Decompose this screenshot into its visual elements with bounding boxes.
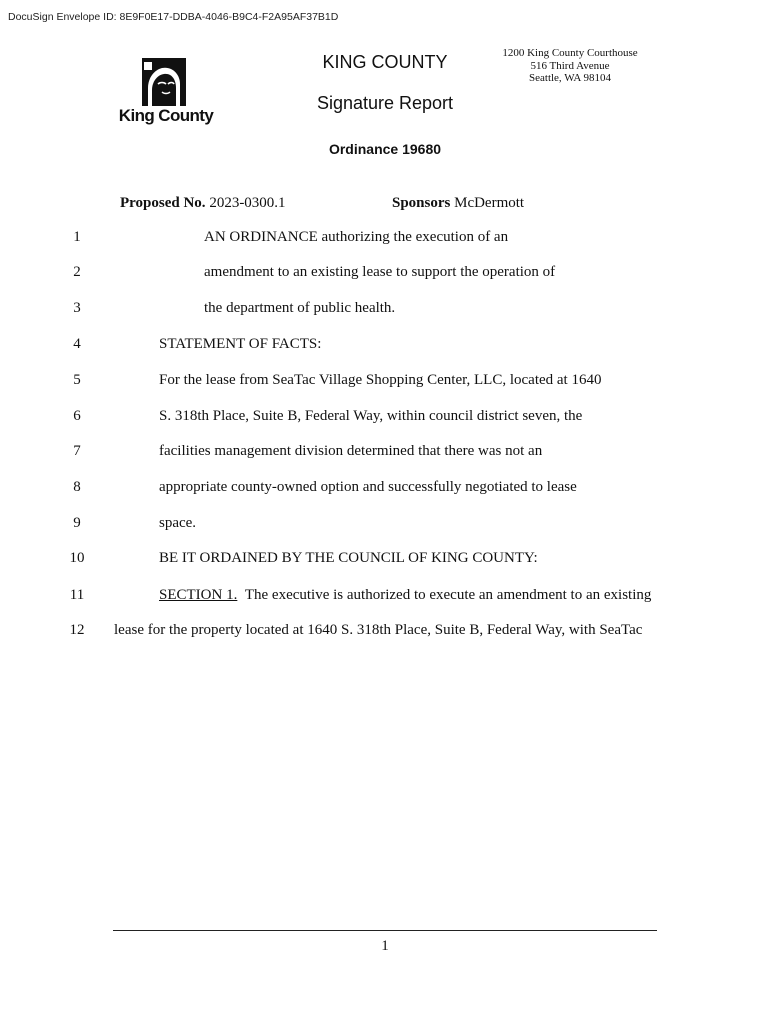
line-text: S. 318th Place, Suite B, Federal Way, within council district seven, the bbox=[159, 408, 583, 424]
line-number: 12 bbox=[69, 622, 85, 638]
sponsors-value: McDermott bbox=[454, 195, 525, 211]
footer-divider bbox=[113, 930, 657, 931]
line-number: 1 bbox=[73, 229, 81, 245]
ordinance-number: Ordinance 19680 bbox=[328, 141, 442, 157]
section-text: The executive is authorized to execute an amendment to an existing bbox=[244, 587, 652, 603]
numbered-line bbox=[0, 515, 770, 535]
proposed-label: Proposed No. bbox=[120, 195, 206, 211]
king-county-logo-text: King County bbox=[118, 106, 214, 125]
address-line-3: Seattle, WA 98104 bbox=[529, 72, 611, 84]
line-text: lease for the property located at 1640 S. 318th Place, Suite B, Federal Way, with SeaTac bbox=[114, 622, 643, 638]
line-number: 9 bbox=[73, 515, 81, 531]
line-text: the department of public health. bbox=[204, 300, 396, 316]
line-number: 6 bbox=[73, 408, 81, 424]
line-text: BE IT ORDAINED BY THE COUNCIL OF KING COUNTY: bbox=[159, 550, 538, 566]
line-text: space. bbox=[159, 515, 197, 531]
line-text bbox=[159, 587, 651, 604]
sponsors-label: Sponsors bbox=[392, 195, 451, 211]
king-county-logo-icon bbox=[142, 58, 186, 106]
line-text: amendment to an existing lease to support the operation of bbox=[204, 264, 556, 280]
proposed-value: 2023-0300.1 bbox=[209, 195, 286, 211]
numbered-line bbox=[0, 550, 770, 570]
line-text: appropriate county-owned option and successfully negotiated to lease bbox=[159, 479, 577, 495]
line-text: facilities management division determined that there was not an bbox=[159, 443, 543, 459]
address-line-2: 516 Third Avenue bbox=[530, 59, 610, 72]
numbered-line bbox=[0, 372, 770, 392]
numbered-line bbox=[0, 229, 770, 249]
line-text: AN ORDINANCE authorizing the execution of an bbox=[204, 229, 509, 245]
sponsors bbox=[392, 195, 524, 212]
numbered-line bbox=[0, 479, 770, 499]
proposed-number bbox=[120, 195, 286, 212]
address-block bbox=[500, 47, 640, 85]
numbered-line bbox=[0, 336, 770, 356]
numbered-line bbox=[0, 408, 770, 428]
section-label: SECTION 1. bbox=[159, 587, 238, 603]
line-text: STATEMENT OF FACTS: bbox=[159, 336, 322, 352]
line-number: 8 bbox=[73, 479, 81, 495]
numbered-line bbox=[0, 587, 770, 607]
address-line-1: 1200 King County Courthouse bbox=[502, 47, 638, 59]
line-number: 10 bbox=[69, 550, 85, 566]
line-number: 5 bbox=[73, 372, 81, 388]
numbered-line bbox=[0, 622, 770, 642]
line-text: For the lease from SeaTac Village Shopping Center, LLC, located at 1640 bbox=[159, 372, 602, 388]
numbered-line bbox=[0, 264, 770, 284]
line-number: 2 bbox=[73, 264, 81, 280]
county-title: KING COUNTY bbox=[322, 52, 448, 72]
numbered-line bbox=[0, 443, 770, 463]
line-number: 4 bbox=[73, 336, 81, 352]
docusign-envelope-id: DocuSign Envelope ID: 8E9F0E17-DDBA-4046-B9C4-F2A95AF37B1D bbox=[8, 11, 339, 23]
line-number: 3 bbox=[73, 300, 81, 316]
page-number: 1 bbox=[381, 938, 389, 954]
line-number: 11 bbox=[69, 587, 85, 603]
report-title: Signature Report bbox=[316, 93, 454, 113]
line-number: 7 bbox=[73, 443, 81, 459]
king-county-logo bbox=[118, 58, 214, 128]
numbered-line bbox=[0, 300, 770, 320]
